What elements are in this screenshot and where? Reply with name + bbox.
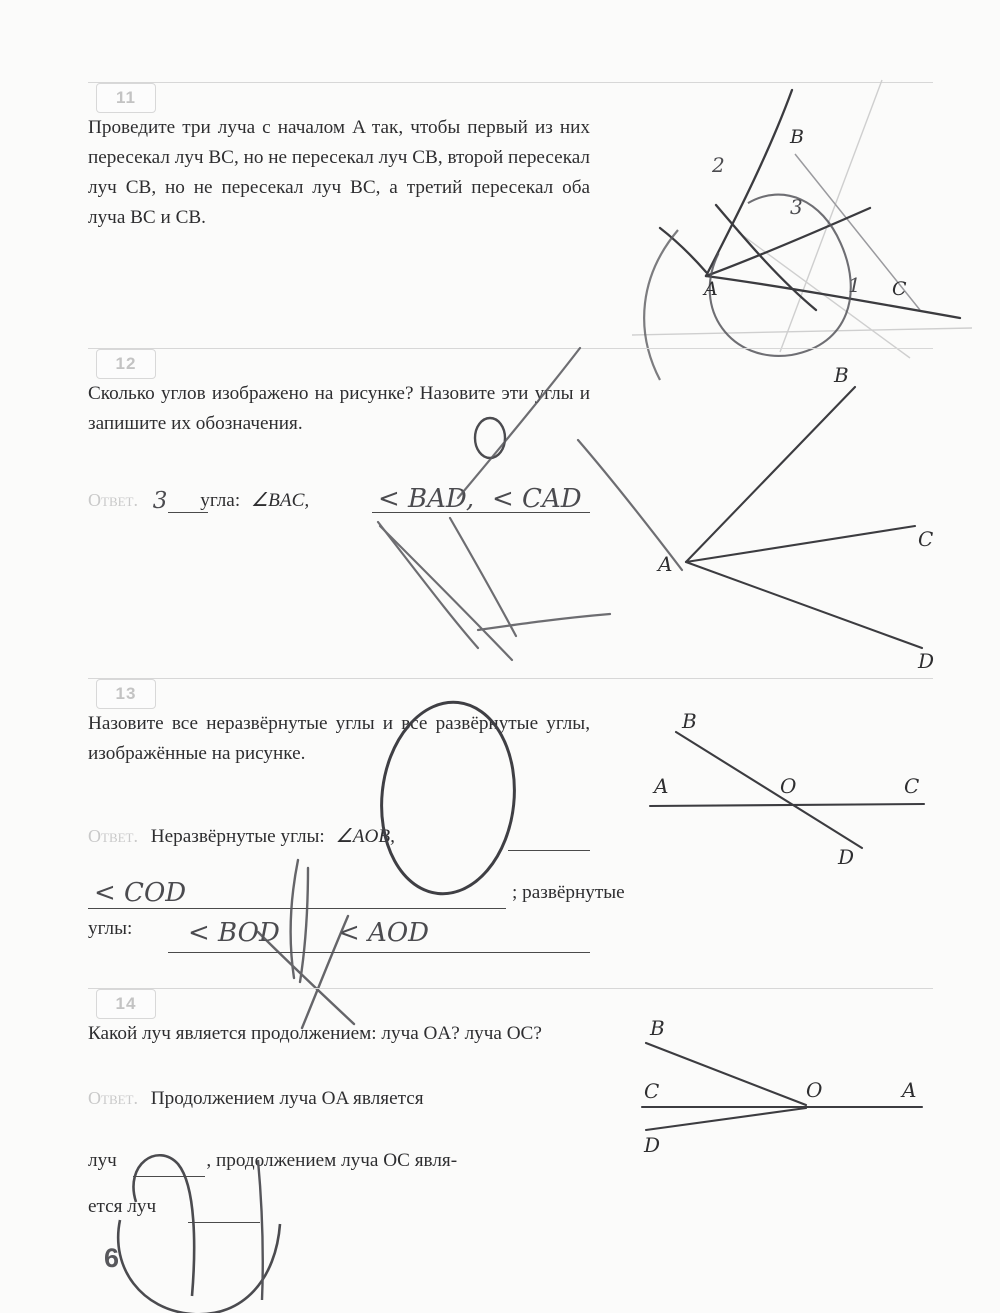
pencil-stray-strokes-upper	[330, 330, 710, 730]
answer-handwritten-12-b: < CAD	[492, 484, 582, 514]
figure-14-label-a: A	[902, 1078, 917, 1102]
figure-13-label-c: C	[904, 774, 920, 798]
figure-13-label-b: B	[682, 709, 697, 733]
answer-label-14: Ответ.	[88, 1088, 138, 1108]
figure-12-label-b: B	[834, 363, 849, 387]
figure-12-label-d: D	[918, 649, 935, 673]
figure-11-handlabel-2: 2	[712, 153, 725, 177]
answer-handwritten-13-c: < AOD	[338, 918, 429, 948]
figure-11-handlabel-3: 3	[790, 195, 803, 219]
exercise-separator-13	[88, 678, 933, 679]
exercise-number-12: 12	[96, 349, 156, 379]
answer-handwritten-12-a: < BAD,	[378, 484, 475, 514]
answer-printed-12: ∠BAC,	[250, 490, 310, 511]
answer-14-part4: ется луч	[88, 1196, 157, 1217]
answer-13-part1: Неразвёрнутые углы:	[150, 826, 325, 847]
answer-label-13: Ответ.	[88, 826, 138, 846]
exercise-question-14: Какой луч является продолжением: луча OA? луча OC?	[88, 1023, 542, 1044]
answer-14-part2: луч	[88, 1150, 117, 1171]
exercise-question-13: Назовите все неразвёрнутые углы и все развёрнутые углы, изображённые на рисунке.	[88, 713, 590, 764]
exercise-question-12: Сколько углов изображено на рисунке? Назовите эти углы и запишите их обозначения.	[88, 383, 590, 434]
figure-12-label-c: C	[918, 527, 934, 551]
answer-13-part1-printed: ∠AOB,	[335, 826, 395, 847]
figure-14-label-c: C	[644, 1079, 660, 1103]
figure-14-label-d: D	[644, 1133, 661, 1157]
exercise-number-14: 14	[96, 989, 156, 1019]
figure-14-label-b: B	[650, 1016, 665, 1040]
figure-11-rays-through-point-a	[620, 60, 980, 360]
answer-14-part1: Продолжением луча OA является	[150, 1088, 424, 1109]
exercise-14-answer-row1	[88, 1088, 424, 1110]
answer-count-12: 3	[152, 488, 168, 514]
answer-handwritten-13-a: < COD	[94, 878, 187, 908]
figure-13-two-crossing-lines	[610, 700, 960, 900]
exercise-separator-14	[88, 988, 933, 989]
pencil-stroke-bottom	[240, 1160, 300, 1310]
answer-14-part3: , продолжением луча OC явля-	[206, 1150, 458, 1171]
answer-13-part3: углы:	[88, 918, 133, 939]
figure-11-label-b: B	[790, 126, 804, 148]
answer-13-part2: ; развёрнутые	[512, 882, 625, 903]
answer-handwritten-13-b: < BOD	[188, 918, 280, 948]
answer-mid-12: угла:	[200, 490, 241, 511]
figure-14-label-o: O	[806, 1078, 823, 1102]
page-number: 6	[104, 1243, 120, 1273]
figure-11-label-a: A	[704, 278, 718, 300]
figure-12-label-a: A	[658, 552, 673, 576]
exercise-12-answer-row	[88, 486, 309, 512]
figure-11-handlabel-1: 1	[848, 273, 861, 297]
exercise-number-11: 11	[96, 83, 156, 113]
exercise-number-13: 13	[96, 679, 156, 709]
answer-blank-12-count	[168, 512, 208, 513]
answer-label-12: Ответ.	[88, 490, 138, 510]
figure-14-line-with-two-rays	[610, 1010, 960, 1190]
figure-13-label-d: D	[838, 845, 855, 869]
figure-13-label-o: O	[780, 774, 797, 798]
exercise-question-11: Проведите три луча с началом A так, чтобы первый из них пересекал луч BC, но не пересекал луч CB, второй пересекал луч CB, но не пересекал луч BC, а третий пересекал оба луча BC и CB.	[88, 117, 590, 228]
exercise-13-answer-row1	[88, 824, 395, 848]
figure-13-label-a: A	[654, 774, 669, 798]
figure-11-label-c: C	[892, 278, 907, 300]
